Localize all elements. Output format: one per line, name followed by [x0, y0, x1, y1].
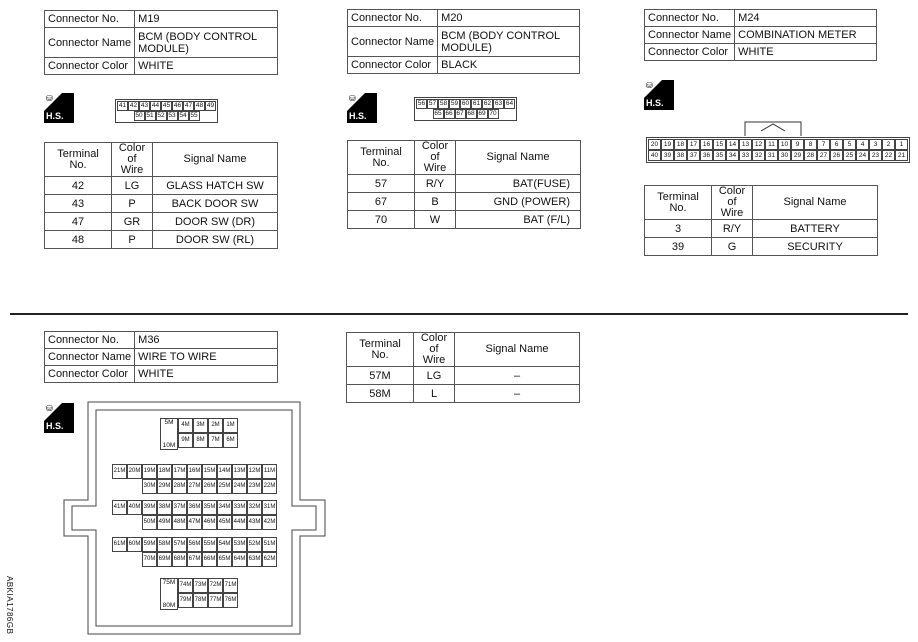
pin-56: 56: [417, 100, 426, 107]
pin-29: 29: [791, 150, 804, 161]
pin-67M: 67M: [187, 552, 202, 567]
pin-7: 7: [817, 139, 830, 150]
pin-73M: 73M: [193, 578, 208, 593]
pin-33: 33: [739, 150, 752, 161]
table-row: [45, 177, 278, 195]
wire-color: R/Y: [415, 175, 456, 193]
m19-hs-icon: ⛁ H.S.: [44, 93, 74, 123]
m19-value-color: WHITE: [135, 58, 278, 75]
pin-36: 36: [700, 150, 713, 161]
pin-76M: 76M: [223, 593, 238, 608]
pin-22: 22: [882, 150, 895, 161]
pin-26: 26: [830, 150, 843, 161]
pin-72M: 72M: [208, 578, 223, 593]
terminal-no: 43: [45, 195, 112, 213]
pin-44M: 44M: [232, 515, 247, 530]
pin-32: 32: [752, 150, 765, 161]
pin-5M: 5M: [164, 419, 174, 426]
m20-label-no: Connector No.: [348, 10, 438, 27]
pin-45: 45: [162, 102, 171, 109]
pin-54M: 54M: [217, 537, 232, 552]
m19-label-color: Connector Color: [45, 58, 135, 75]
pin-79M: 79M: [178, 593, 193, 608]
pin-37M: 37M: [172, 500, 187, 515]
m19-value-no: M19: [135, 11, 278, 28]
m24-pin-diagram: [646, 137, 910, 163]
pin-34M: 34M: [217, 500, 232, 515]
pin-17M: 17M: [172, 464, 187, 479]
pin-10M: 10M: [162, 442, 176, 449]
pin-11: 11: [765, 139, 778, 150]
pin-56M: 56M: [187, 537, 202, 552]
table-row: [347, 367, 580, 385]
pin-69: 69: [478, 110, 486, 117]
m20-hs-icon: ⛁ H.S.: [347, 93, 377, 123]
wire-color: G: [712, 238, 753, 256]
pin-61M: 61M: [112, 537, 127, 552]
pin-24M: 24M: [232, 479, 247, 494]
pin-60: 60: [461, 100, 470, 107]
pin-group: [160, 418, 238, 450]
pin-42M: 42M: [262, 515, 277, 530]
m20-value-color: BLACK: [438, 57, 580, 74]
signal-name: –: [455, 367, 580, 385]
pin-40: 40: [648, 150, 661, 161]
pin-58: 58: [439, 100, 448, 107]
m24-connector-info: [644, 9, 877, 61]
pin-11M: 11M: [262, 464, 277, 479]
pin-38: 38: [674, 150, 687, 161]
signal-name: DOOR SW (RL): [153, 231, 278, 249]
pin-49: 49: [206, 102, 215, 109]
terminal-no: 70: [348, 211, 415, 229]
pin-59M: 59M: [142, 537, 157, 552]
pin-8M: 8M: [193, 433, 208, 448]
pin-49M: 49M: [157, 515, 172, 530]
pin-2M: 2M: [208, 418, 223, 433]
pin-29M: 29M: [157, 479, 172, 494]
pin-35M: 35M: [202, 500, 217, 515]
pin-25: 25: [843, 150, 856, 161]
pin-1: 1: [895, 139, 908, 150]
pin-68M: 68M: [172, 552, 187, 567]
pin-48M: 48M: [172, 515, 187, 530]
m20-header-signal: Signal Name: [456, 141, 581, 175]
m36-header-terminal: Terminal No.: [347, 333, 414, 367]
wire-color: LG: [112, 177, 153, 195]
wire-color: R/Y: [712, 220, 753, 238]
signal-name: GND (POWER): [456, 193, 581, 211]
pin-18: 18: [674, 139, 687, 150]
pin-37: 37: [687, 150, 700, 161]
m24-hs-icon: ⛁ H.S.: [644, 80, 674, 110]
pin-4M: 4M: [178, 418, 193, 433]
wire-color: P: [112, 231, 153, 249]
pin-10: 10: [778, 139, 791, 150]
pin-70M: 70M: [142, 552, 157, 567]
pin-group: [112, 464, 277, 494]
signal-name: DOOR SW (DR): [153, 213, 278, 231]
pin-14: 14: [726, 139, 739, 150]
m36-header-color: Color of Wire: [414, 333, 455, 367]
pin-77M: 77M: [208, 593, 223, 608]
pin-53M: 53M: [232, 537, 247, 552]
wire-color: B: [415, 193, 456, 211]
m36-connector-info: [44, 331, 278, 383]
m19-terminal-table: [44, 142, 278, 249]
pin-55: 55: [190, 112, 198, 119]
pin-3M: 3M: [193, 418, 208, 433]
m20-terminal-table: [347, 140, 581, 229]
pin-71M: 71M: [223, 578, 238, 593]
table-row: [645, 220, 878, 238]
pin-59: 59: [450, 100, 459, 107]
table-row: [645, 238, 878, 256]
m24-header-terminal: Terminal No.: [645, 186, 712, 220]
pin-6M: 6M: [223, 433, 238, 448]
pin-19M: 19M: [142, 464, 157, 479]
pin-3: 3: [869, 139, 882, 150]
pin-62M: 62M: [262, 552, 277, 567]
pin-9: 9: [791, 139, 804, 150]
m20-connector-info: [347, 9, 580, 74]
pin-27: 27: [817, 150, 830, 161]
pin-12: 12: [752, 139, 765, 150]
pin-24: 24: [856, 150, 869, 161]
pin-50M: 50M: [142, 515, 157, 530]
pin-27M: 27M: [187, 479, 202, 494]
pin-36M: 36M: [187, 500, 202, 515]
terminal-no: 47: [45, 213, 112, 231]
m20-value-name: BCM (BODY CONTROL MODULE): [438, 27, 580, 57]
pin-74M: 74M: [178, 578, 193, 593]
section-divider: [10, 313, 908, 315]
pin-44: 44: [151, 102, 160, 109]
m19-header-signal: Signal Name: [153, 143, 278, 177]
terminal-no: 39: [645, 238, 712, 256]
signal-name: BAT(FUSE): [456, 175, 581, 193]
m20-label-color: Connector Color: [348, 57, 438, 74]
pin-68: 68: [467, 110, 475, 117]
wire-color: L: [414, 385, 455, 403]
pin-63: 63: [494, 100, 503, 107]
pin-group: [112, 537, 277, 567]
pin-group: [160, 578, 238, 610]
pin-18M: 18M: [157, 464, 172, 479]
pin-61: 61: [472, 100, 481, 107]
pin-70: 70: [489, 110, 497, 117]
terminal-no: 42: [45, 177, 112, 195]
pin-53: 53: [168, 112, 176, 119]
terminal-no: 67: [348, 193, 415, 211]
pin-38M: 38M: [157, 500, 172, 515]
pin-21M: 21M: [112, 464, 127, 479]
m36-value-color: WHITE: [135, 366, 278, 383]
m20-header-terminal: Terminal No.: [348, 141, 415, 175]
table-row: [348, 175, 581, 193]
pin-20M: 20M: [127, 464, 142, 479]
signal-name: BATTERY: [753, 220, 878, 238]
pin-55M: 55M: [202, 537, 217, 552]
m36-label-color: Connector Color: [45, 366, 135, 383]
pin-23: 23: [869, 150, 882, 161]
pin-6: 6: [830, 139, 843, 150]
pin-34: 34: [726, 150, 739, 161]
m36-label-name: Connector Name: [45, 349, 135, 366]
m19-pin-diagram: [115, 99, 218, 123]
wire-color: GR: [112, 213, 153, 231]
pin-14M: 14M: [217, 464, 232, 479]
pin-15: 15: [713, 139, 726, 150]
m36-value-no: M36: [135, 332, 278, 349]
wire-color: LG: [414, 367, 455, 385]
pin-51: 51: [146, 112, 154, 119]
pin-54: 54: [179, 112, 187, 119]
m24-header-color: Color of Wire: [712, 186, 753, 220]
terminal-no: 48: [45, 231, 112, 249]
wire-color: P: [112, 195, 153, 213]
signal-name: BACK DOOR SW: [153, 195, 278, 213]
pin-13: 13: [739, 139, 752, 150]
pin-17: 17: [687, 139, 700, 150]
m19-header-color: Color of Wire: [112, 143, 153, 177]
m24-label-name: Connector Name: [645, 27, 735, 44]
pin-52M: 52M: [247, 537, 262, 552]
pin-33M: 33M: [232, 500, 247, 515]
pin-39M: 39M: [142, 500, 157, 515]
terminal-no: 57M: [347, 367, 414, 385]
pin-47M: 47M: [187, 515, 202, 530]
pin-16M: 16M: [187, 464, 202, 479]
table-row: [45, 195, 278, 213]
m24-value-name: COMBINATION METER: [735, 27, 877, 44]
pin-41M: 41M: [112, 500, 127, 515]
pin-9M: 9M: [178, 433, 193, 448]
pin-32M: 32M: [247, 500, 262, 515]
pin-48: 48: [195, 102, 204, 109]
table-row: [348, 193, 581, 211]
m19-connector-info: [44, 10, 278, 75]
m24-value-no: M24: [735, 10, 877, 27]
m36-label-no: Connector No.: [45, 332, 135, 349]
pin-66: 66: [445, 110, 453, 117]
pin-30M: 30M: [142, 479, 157, 494]
pin-80M: 80M: [162, 602, 176, 609]
pin-20: 20: [648, 139, 661, 150]
pin-67: 67: [456, 110, 464, 117]
terminal-no: 3: [645, 220, 712, 238]
table-row: [45, 231, 278, 249]
pin-30: 30: [778, 150, 791, 161]
pin-41: 41: [118, 102, 127, 109]
pin-31M: 31M: [262, 500, 277, 515]
pin-16: 16: [700, 139, 713, 150]
m19-value-name: BCM (BODY CONTROL MODULE): [135, 28, 278, 58]
pin-12M: 12M: [247, 464, 262, 479]
pin-13M: 13M: [232, 464, 247, 479]
m36-header-signal: Signal Name: [455, 333, 580, 367]
pin-60M: 60M: [127, 537, 142, 552]
pin-21: 21: [895, 150, 908, 161]
m36-value-name: WIRE TO WIRE: [135, 349, 278, 366]
pin-52: 52: [157, 112, 165, 119]
terminal-no: 57: [348, 175, 415, 193]
pin-28: 28: [804, 150, 817, 161]
pin-cavity-large: [160, 418, 178, 450]
pin-46: 46: [173, 102, 182, 109]
pin-8: 8: [804, 139, 817, 150]
m24-label-color: Connector Color: [645, 44, 735, 61]
pin-47: 47: [184, 102, 193, 109]
pin-50: 50: [135, 112, 143, 119]
m24-terminal-table: [644, 185, 878, 256]
pin-69M: 69M: [157, 552, 172, 567]
signal-name: –: [455, 385, 580, 403]
m36-hs-icon: ⛁ H.S.: [44, 403, 74, 433]
pin-4: 4: [856, 139, 869, 150]
table-row: [45, 213, 278, 231]
pin-25M: 25M: [217, 479, 232, 494]
pin-64M: 64M: [232, 552, 247, 567]
pin-26M: 26M: [202, 479, 217, 494]
pin-64: 64: [505, 100, 514, 107]
pin-1M: 1M: [223, 418, 238, 433]
pin-group: [112, 500, 277, 530]
m20-label-name: Connector Name: [348, 27, 438, 57]
terminal-no: 58M: [347, 385, 414, 403]
pin-23M: 23M: [247, 479, 262, 494]
pin-15M: 15M: [202, 464, 217, 479]
pin-cavity-large: [160, 578, 178, 610]
pin-43M: 43M: [247, 515, 262, 530]
pin-19: 19: [661, 139, 674, 150]
pin-35: 35: [713, 150, 726, 161]
pin-7M: 7M: [208, 433, 223, 448]
m24-value-color: WHITE: [735, 44, 877, 61]
pin-45M: 45M: [217, 515, 232, 530]
pin-57: 57: [428, 100, 437, 107]
pin-66M: 66M: [202, 552, 217, 567]
pin-40M: 40M: [127, 500, 142, 515]
m19-label-name: Connector Name: [45, 28, 135, 58]
signal-name: GLASS HATCH SW: [153, 177, 278, 195]
m24-label-no: Connector No.: [645, 10, 735, 27]
pin-78M: 78M: [193, 593, 208, 608]
pin-22M: 22M: [262, 479, 277, 494]
table-row: [347, 385, 580, 403]
signal-name: BAT (F/L): [456, 211, 581, 229]
pin-43: 43: [140, 102, 149, 109]
table-row: [348, 211, 581, 229]
pin-46M: 46M: [202, 515, 217, 530]
pin-62: 62: [483, 100, 492, 107]
pin-28M: 28M: [172, 479, 187, 494]
m20-pin-diagram: [414, 97, 517, 121]
pin-2: 2: [882, 139, 895, 150]
pin-65M: 65M: [217, 552, 232, 567]
m24-header-signal: Signal Name: [753, 186, 878, 220]
signal-name: SECURITY: [753, 238, 878, 256]
m36-terminal-table: [346, 332, 580, 403]
m20-value-no: M20: [438, 10, 580, 27]
pin-57M: 57M: [172, 537, 187, 552]
pin-63M: 63M: [247, 552, 262, 567]
m20-header-color: Color of Wire: [415, 141, 456, 175]
pin-39: 39: [661, 150, 674, 161]
pin-5: 5: [843, 139, 856, 150]
pin-42: 42: [129, 102, 138, 109]
pin-51M: 51M: [262, 537, 277, 552]
m19-header-terminal: Terminal No.: [45, 143, 112, 177]
pin-31: 31: [765, 150, 778, 161]
pin-58M: 58M: [157, 537, 172, 552]
pin-75M: 75M: [162, 579, 176, 586]
pin-65: 65: [434, 110, 442, 117]
wire-color: W: [415, 211, 456, 229]
figure-code: ABKIA1786GB: [5, 576, 14, 635]
m19-label-no: Connector No.: [45, 11, 135, 28]
